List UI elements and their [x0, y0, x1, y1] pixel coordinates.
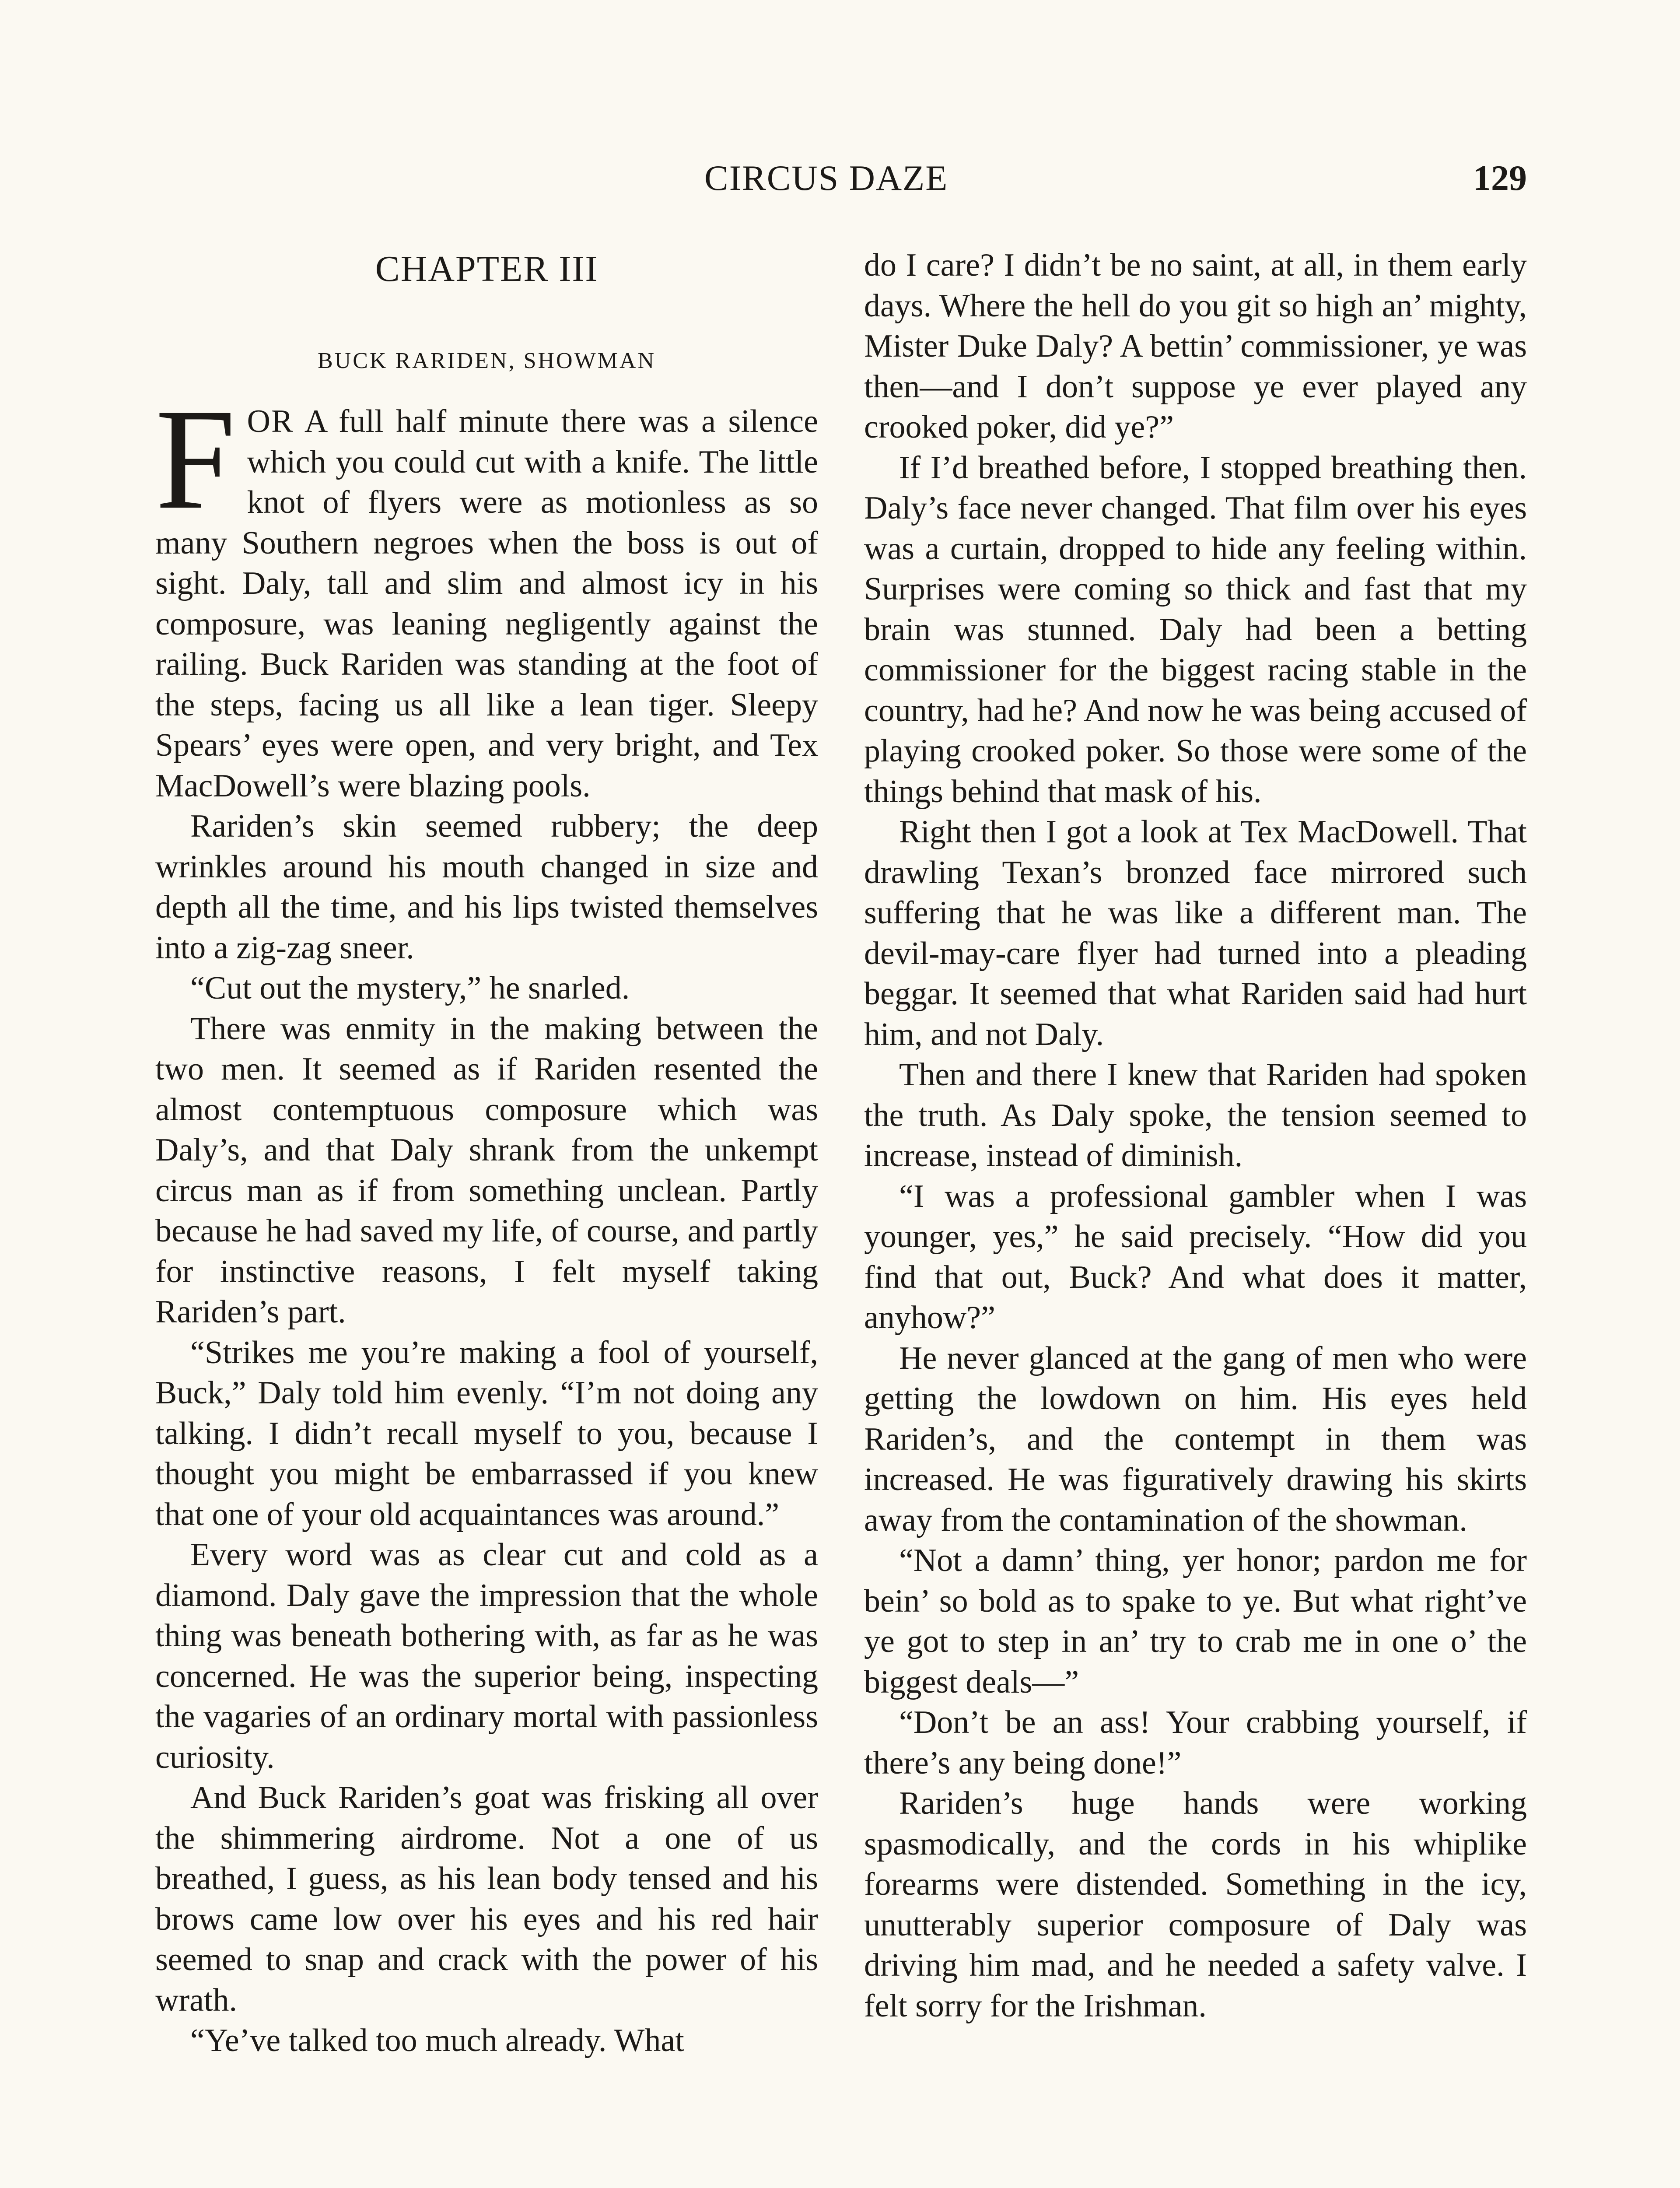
paragraph: “I was a professional gambler when I was younger, yes,” he said precisely. “How did you find that out, Buck? And what does it matter, anyhow?”: [864, 1178, 1527, 1336]
paragraph: Every word was as clear cut and cold as a diamond. Daly gave the impression that the whole thing was beneath bothering with, as far as he was concerned. He was the superior being, inspecting the vagaries of an ordinary mortal with passionless curiosity.: [155, 1537, 818, 1775]
page-header: [0, 158, 1680, 210]
right-column: [864, 245, 1527, 2026]
paragraph: Then and there I knew that Rariden had spoken the truth. As Daly spoke, the tension seemed to increase, instead of diminish.: [864, 1057, 1527, 1174]
paragraph: Rariden’s huge hands were working spasmodically, and the cords in his whiplike forearms were distended. Something in the icy, unutterably superior composure of Daly was driving him mad, and he needed a safety valve. I felt sorry for the Irishman.: [864, 1785, 1527, 2024]
paragraph: “Ye’ve talked too much already. What: [190, 2023, 684, 2058]
left-column: [155, 245, 818, 2061]
paragraph: “Don’t be an ass! Your crabbing yourself, if there’s any being done!”: [864, 1704, 1527, 1781]
page-number: 129: [1473, 158, 1527, 198]
chapter-subtitle: BUCK RARIDEN, SHOWMAN: [317, 348, 656, 373]
chapter-title: CHAPTER III: [375, 249, 598, 289]
opening-paragraph-text: A full half minute there was a silence which you could cut with a knife. The little knot of flyers were as motionless as so many Southern negroes when the boss is out of sight. Daly, tall and slim and almost icy in his composure, was leaning negligently against the railing. Buck Rariden was standing at the foot of the steps, facing us all like a lean tiger. Sleepy Spears’ eyes were open, and very bright, and Tex MacDowell’s were blazing pools.: [155, 403, 818, 804]
continued-paragraph: do I care? I didn’t be no saint, at all, in them early days. Where the hell do you git so high an’ mighty, Mister Duke Daly? A bettin’ commissioner, ye was then—and I don’t suppose ye ever played any crooked poker, did ye?”: [864, 247, 1527, 445]
drop-cap: F: [155, 379, 236, 539]
paragraph: If I’d breathed before, I stopped breathing then. Daly’s face never changed. That film over his eyes was a curtain, dropped to hide any feeling within. Surprises were coming so thick and fast that my brain was stunned. Daly had been a betting commissioner for the biggest racing stable in the country, had he? And now he was being accused of playing crooked poker. So those were some of the things behind that mask of his.: [864, 449, 1527, 810]
paragraph: Right then I got a look at Tex MacDowell. That drawling Texan’s bronzed face mirrored such suffering that he was like a different man. The devil-may-care flyer had turned into a pleading beggar. It seemed that what Rariden said had hurt him, and not Daly.: [864, 814, 1527, 1052]
paragraph: There was enmity in the making between the two men. It seemed as if Rariden resented the almost contemptuous composure which was Daly’s, and that Daly shrank from the unkempt circus man as if from something unclean. Partly because he had saved my life, of course, and partly for instinctive reasons, I felt myself taking Rariden’s part.: [155, 1010, 818, 1330]
opening-paragraph: [155, 379, 818, 806]
paragraph: “Cut out the mystery,” he snarled.: [190, 970, 630, 1006]
opening-word: OR: [247, 403, 294, 439]
paragraph: Rariden’s skin seemed rubbery; the deep wrinkles around his mouth changed in size and depth all the time, and his lips twisted themselves into a zig-zag sneer.: [155, 808, 818, 966]
paragraph: He never glanced at the gang of men who were getting the lowdown on him. His eyes held Rariden’s, and the contempt in them was increased. He was figuratively drawing his skirts away from the contamination of the showman.: [864, 1340, 1527, 1538]
running-title: CIRCUS DAZE: [704, 158, 948, 198]
paragraph: “Strikes me you’re making a fool of yourself, Buck,” Daly told him evenly. “I’m not doing any talking. I didn’t recall myself to you, because I thought you might be embarrassed if you knew that one of your old acquaintances was around.”: [155, 1334, 818, 1532]
paragraph: “Not a damn’ thing, yer honor; pardon me for bein’ so bold as to spake to ye. But what right’ve ye got to step in an’ try to crab me in one o’ the biggest deals—”: [864, 1543, 1527, 1700]
paragraph: And Buck Rariden’s goat was frisking all over the shimmering airdrome. Not a one of us breathed, I guess, as his lean body tensed and his brows came low over his eyes and his red hair seemed to snap and crack with the power of his wrath.: [155, 1780, 818, 2018]
